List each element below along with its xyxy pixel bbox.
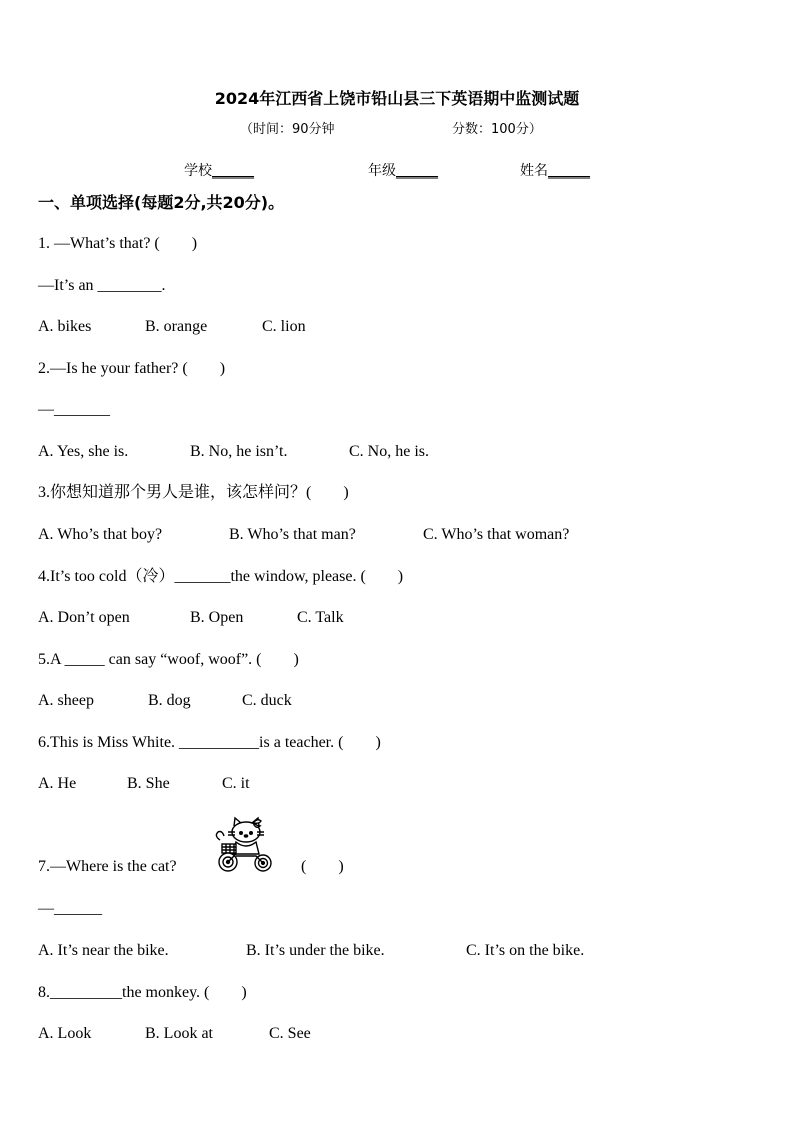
- grade-blank: ______: [396, 163, 438, 179]
- name-blank: ______: [548, 163, 590, 179]
- question-1-answer-line: —It’s an ________.: [38, 277, 166, 294]
- q4-option-c[interactable]: C. Talk: [297, 609, 344, 626]
- grade-label: 年级: [368, 163, 396, 179]
- q2-option-a[interactable]: A. Yes, she is.: [38, 443, 129, 460]
- q6-option-b[interactable]: B. She: [127, 775, 170, 792]
- q3-option-a[interactable]: A. Who’s that boy?: [38, 526, 163, 543]
- q8-option-c[interactable]: C. See: [269, 1025, 311, 1042]
- q5-option-b[interactable]: B. dog: [148, 692, 191, 709]
- question-2-answer-line: —_______: [38, 401, 110, 418]
- q2-option-c[interactable]: C. No, he is.: [349, 443, 429, 460]
- q6-option-c[interactable]: C. it: [222, 775, 250, 792]
- q5-option-c[interactable]: C. duck: [242, 692, 292, 709]
- hello-kitty-on-bike-image: [206, 816, 284, 874]
- page-title: 2024年江西省上饶市铅山县三下英语期中监测试题: [214, 89, 580, 108]
- question-1: 1. —What’s that? ( ): [38, 235, 198, 252]
- q8-option-b[interactable]: B. Look at: [145, 1025, 213, 1042]
- question-8: 8._________the monkey. ( ): [38, 984, 247, 1001]
- school-blank: ______: [212, 163, 254, 179]
- section-heading: 一、单项选择(每题2分,共20分)。: [38, 193, 285, 212]
- q2-option-b[interactable]: B. No, he isn’t.: [190, 443, 288, 460]
- q3-option-b[interactable]: B. Who’s that man?: [229, 526, 356, 543]
- name-label: 姓名: [520, 163, 548, 179]
- exam-time: （时间：90分钟: [240, 122, 335, 137]
- question-7-answer-line: —______: [38, 900, 102, 917]
- q8-option-a[interactable]: A. Look: [38, 1025, 92, 1042]
- name-field[interactable]: [520, 160, 590, 180]
- school-label: 学校: [184, 163, 212, 179]
- q4-option-b[interactable]: B. Open: [190, 609, 244, 626]
- grade-field[interactable]: [368, 160, 438, 180]
- q7-option-b[interactable]: B. It’s under the bike.: [246, 942, 385, 959]
- q5-option-a[interactable]: A. sheep: [38, 692, 94, 709]
- school-field[interactable]: [184, 160, 254, 180]
- question-3: 3.你想知道那个男人是谁，该怎样问？( ): [38, 484, 349, 501]
- q4-option-a[interactable]: A. Don’t open: [38, 609, 130, 626]
- q7-option-c[interactable]: C. It’s on the bike.: [466, 942, 585, 959]
- q7-option-a[interactable]: A. It’s near the bike.: [38, 942, 169, 959]
- q3-option-c[interactable]: C. Who’s that woman?: [423, 526, 570, 543]
- question-7: 7.—Where is the cat?: [38, 858, 177, 875]
- q1-option-a[interactable]: A. bikes: [38, 318, 92, 335]
- q6-option-a[interactable]: A. He: [38, 775, 77, 792]
- question-4: 4.It’s too cold（冷）_______the window, please. ( ): [38, 568, 404, 585]
- q1-option-c[interactable]: C. lion: [262, 318, 306, 335]
- question-5: 5.A _____ can say “woof, woof”. ( ): [38, 651, 299, 668]
- question-6: 6.This is Miss White. __________is a teacher. ( ): [38, 734, 381, 751]
- question-7-paren: ( ): [301, 858, 344, 875]
- q1-option-b[interactable]: B. orange: [145, 318, 208, 335]
- question-2: 2.—Is he your father? ( ): [38, 360, 226, 377]
- exam-score: 分数：100分）: [452, 122, 542, 137]
